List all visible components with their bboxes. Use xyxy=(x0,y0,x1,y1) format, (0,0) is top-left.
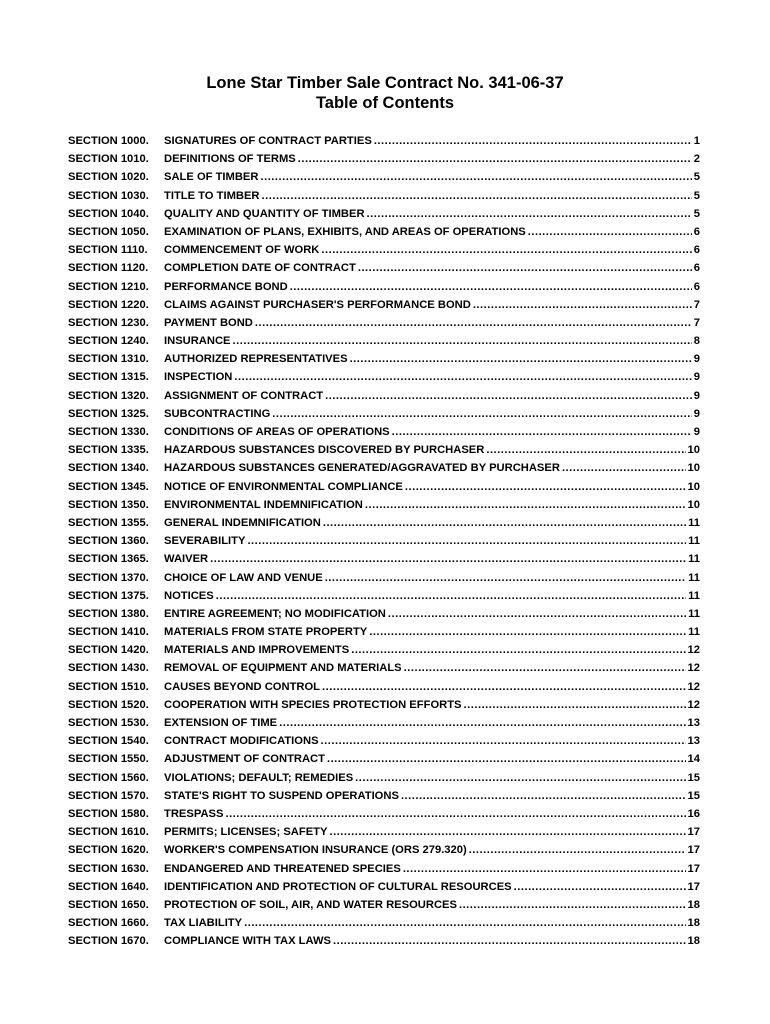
toc-page-number: 11 xyxy=(688,626,700,639)
toc-section-title: HAZARDOUS SUBSTANCES DISCOVERED BY PURCHASER xyxy=(164,444,485,457)
toc-section-title: PAYMENT BOND xyxy=(164,316,253,329)
toc-entry xyxy=(68,772,700,790)
toc-page-number: 9 xyxy=(693,389,700,402)
toc-section-title: COMMENCEMENT OF WORK xyxy=(164,244,320,257)
toc-section-number: SECTION 1020. xyxy=(68,171,149,184)
toc-section-title: REMOVAL OF EQUIPMENT AND MATERIALS xyxy=(164,662,402,675)
toc-section-title: MATERIALS AND IMPROVEMENTS xyxy=(164,644,350,657)
toc-section-title: EXAMINATION OF PLANS, EXHIBITS, AND AREAS OF OPERATIONS xyxy=(164,225,526,238)
toc-page-number: 12 xyxy=(687,662,700,675)
toc-entry xyxy=(68,626,700,644)
toc-entry xyxy=(68,826,700,844)
toc-section-title: VIOLATIONS; DEFAULT; REMEDIES xyxy=(164,771,354,784)
toc-entry xyxy=(68,935,700,953)
toc-section-number: SECTION 1670. xyxy=(68,935,149,948)
toc-section-title: ASSIGNMENT OF CONTRACT xyxy=(164,389,324,402)
toc-section-title: SUBCONTRACTING xyxy=(164,407,271,420)
toc-section-number: SECTION 1320. xyxy=(68,389,149,402)
toc-entry xyxy=(68,681,700,699)
toc-section-number: SECTION 1230. xyxy=(68,316,149,329)
toc-section-title: DEFINITIONS OF TERMS xyxy=(164,153,296,166)
toc-page-number: 11 xyxy=(688,589,700,602)
toc-page-number: 17 xyxy=(687,826,700,839)
toc-entry xyxy=(68,426,700,444)
table-of-contents xyxy=(68,135,700,953)
toc-entry xyxy=(68,135,700,153)
toc-section-title: NOTICES xyxy=(164,589,214,602)
toc-entry xyxy=(68,171,700,189)
toc-section-number: SECTION 1550. xyxy=(68,753,149,766)
toc-dot-leader xyxy=(367,208,692,220)
toc-page-number: 13 xyxy=(687,717,700,729)
toc-entry xyxy=(68,917,700,935)
toc-section-title: COMPLIANCE WITH TAX LAWS xyxy=(164,935,331,948)
toc-entry xyxy=(68,863,700,881)
toc-dot-leader xyxy=(401,790,686,802)
toc-page-number: 12 xyxy=(687,680,700,693)
toc-section-number: SECTION 1335. xyxy=(68,444,149,457)
toc-section-number: SECTION 1630. xyxy=(68,862,149,875)
toc-section-title: GENERAL INDEMNIFICATION xyxy=(164,516,321,529)
toc-page-number: 1 xyxy=(693,135,700,147)
toc-dot-leader xyxy=(405,481,686,493)
toc-dot-leader xyxy=(262,190,692,202)
toc-dot-leader xyxy=(486,444,685,456)
toc-dot-leader xyxy=(244,917,685,929)
toc-section-title: CONTRACT MODIFICATIONS xyxy=(164,735,319,748)
toc-entry xyxy=(68,208,700,226)
toc-section-title: TRESPASS xyxy=(164,807,224,820)
toc-section-title: NOTICE OF ENVIRONMENTAL COMPLIANCE xyxy=(164,480,403,493)
toc-entry xyxy=(68,808,700,826)
toc-dot-leader xyxy=(290,281,692,293)
toc-entry xyxy=(68,499,700,517)
toc-entry xyxy=(68,190,700,208)
toc-dot-leader xyxy=(333,935,686,947)
toc-section-number: SECTION 1540. xyxy=(68,735,149,748)
toc-section-title: PERFORMANCE BOND xyxy=(164,280,288,293)
toc-dot-leader xyxy=(351,644,685,656)
toc-dot-leader xyxy=(323,517,686,529)
toc-section-title: PERMITS; LICENSES; SAFETY xyxy=(164,826,328,839)
toc-dot-leader xyxy=(322,681,686,693)
toc-section-number: SECTION 1380. xyxy=(68,607,149,620)
toc-dot-leader xyxy=(469,844,686,856)
toc-section-title: EXTENSION OF TIME xyxy=(164,717,278,729)
toc-page-number: 11 xyxy=(688,571,700,584)
toc-section-title: HAZARDOUS SUBSTANCES GENERATED/AGGRAVATED BY PURCHASER xyxy=(164,462,560,475)
toc-section-number: SECTION 1330. xyxy=(68,426,149,438)
toc-dot-leader xyxy=(350,353,692,365)
toc-entry xyxy=(68,572,700,590)
toc-section-number: SECTION 1360. xyxy=(68,535,149,548)
document-title: Lone Star Timber Sale Contract No. 341-06-37 xyxy=(206,74,564,92)
toc-section-title: WAIVER xyxy=(164,553,209,566)
toc-section-title: MATERIALS FROM STATE PROPERTY xyxy=(164,626,368,639)
toc-section-number: SECTION 1000. xyxy=(68,135,149,147)
toc-page-number: 5 xyxy=(693,207,700,220)
toc-section-number: SECTION 1120. xyxy=(68,262,149,275)
toc-page-number: 11 xyxy=(688,516,700,529)
toc-section-number: SECTION 1420. xyxy=(68,644,149,657)
toc-section-number: SECTION 1355. xyxy=(68,516,149,529)
toc-dot-leader xyxy=(528,226,692,238)
toc-page-number: 12 xyxy=(687,698,700,711)
toc-section-title: SEVERABILITY xyxy=(164,535,246,548)
toc-dot-leader xyxy=(459,899,686,911)
toc-section-number: SECTION 1365. xyxy=(68,553,149,566)
toc-section-title: TAX LIABILITY xyxy=(164,917,243,930)
toc-page-number: 6 xyxy=(693,262,700,275)
toc-section-title: INSURANCE xyxy=(164,335,231,348)
toc-page-number: 6 xyxy=(693,225,700,238)
toc-page-number: 10 xyxy=(687,498,700,511)
toc-page-number: 14 xyxy=(687,753,700,766)
toc-dot-leader xyxy=(562,462,686,474)
toc-entry xyxy=(68,899,700,917)
toc-section-number: SECTION 1315. xyxy=(68,371,149,384)
toc-section-title: CONDITIONS OF AREAS OF OPERATIONS xyxy=(164,426,390,438)
toc-section-number: SECTION 1430. xyxy=(68,662,149,675)
toc-dot-leader xyxy=(329,826,685,838)
toc-page-number: 7 xyxy=(693,316,700,329)
toc-dot-leader xyxy=(325,572,686,584)
toc-section-title: STATE'S RIGHT TO SUSPEND OPERATIONS xyxy=(164,789,399,802)
toc-dot-leader xyxy=(216,590,686,602)
toc-page-number: 9 xyxy=(693,353,700,366)
toc-section-number: SECTION 1370. xyxy=(68,571,149,584)
toc-page-number: 9 xyxy=(693,426,700,438)
toc-section-number: SECTION 1210. xyxy=(68,280,149,293)
toc-page-number: 17 xyxy=(687,880,700,893)
toc-dot-leader xyxy=(321,244,691,256)
toc-dot-leader xyxy=(403,863,686,875)
toc-page-number: 17 xyxy=(687,844,700,857)
toc-dot-leader xyxy=(321,735,686,747)
toc-section-number: SECTION 1660. xyxy=(68,917,149,930)
toc-page-number: 9 xyxy=(693,407,700,420)
toc-dot-leader xyxy=(404,662,686,674)
toc-section-title: COMPLETION DATE OF CONTRACT xyxy=(164,262,356,275)
toc-entry xyxy=(68,371,700,389)
toc-section-number: SECTION 1570. xyxy=(68,789,149,802)
toc-entry xyxy=(68,881,700,899)
toc-dot-leader xyxy=(392,426,692,438)
toc-entry xyxy=(68,244,700,262)
toc-section-number: SECTION 1375. xyxy=(68,589,149,602)
toc-page-number: 9 xyxy=(693,371,700,384)
toc-dot-leader xyxy=(327,753,686,765)
toc-entry xyxy=(68,517,700,535)
toc-dot-leader xyxy=(255,317,692,329)
toc-section-number: SECTION 1340. xyxy=(68,462,149,475)
toc-dot-leader xyxy=(225,808,685,820)
toc-section-number: SECTION 1610. xyxy=(68,826,149,839)
toc-page-number: 6 xyxy=(693,244,700,257)
toc-section-title: TITLE TO TIMBER xyxy=(164,189,260,202)
toc-dot-leader xyxy=(234,371,691,383)
toc-section-number: SECTION 1310. xyxy=(68,353,149,366)
toc-entry xyxy=(68,462,700,480)
toc-page-number: 18 xyxy=(687,917,700,930)
toc-dot-leader xyxy=(325,390,692,402)
toc-section-number: SECTION 1350. xyxy=(68,498,149,511)
toc-entry xyxy=(68,335,700,353)
toc-entry xyxy=(68,753,700,771)
toc-section-number: SECTION 1580. xyxy=(68,807,149,820)
toc-entry xyxy=(68,481,700,499)
toc-dot-leader xyxy=(233,335,692,347)
toc-dot-leader xyxy=(358,262,692,274)
toc-page-number: 18 xyxy=(687,935,700,948)
toc-section-title: ENDANGERED AND THREATENED SPECIES xyxy=(164,862,401,875)
toc-entry xyxy=(68,353,700,371)
toc-section-title: ENTIRE AGREEMENT; NO MODIFICATION xyxy=(164,607,386,620)
toc-section-title: QUALITY AND QUANTITY OF TIMBER xyxy=(164,207,365,220)
toc-dot-leader xyxy=(369,626,686,638)
toc-page-number: 5 xyxy=(693,189,700,202)
toc-section-title: PROTECTION OF SOIL, AIR, AND WATER RESOURCES xyxy=(164,898,457,911)
toc-page-number: 8 xyxy=(693,335,700,348)
toc-section-number: SECTION 1220. xyxy=(68,298,149,311)
toc-dot-leader xyxy=(473,299,692,311)
toc-entry xyxy=(68,281,700,299)
toc-section-number: SECTION 1325. xyxy=(68,407,149,420)
toc-page-number: 16 xyxy=(687,807,700,820)
toc-section-title: AUTHORIZED REPRESENTATIVES xyxy=(164,353,348,366)
toc-section-number: SECTION 1410. xyxy=(68,626,149,639)
toc-entry xyxy=(68,553,700,571)
document-subtitle: Table of Contents xyxy=(315,94,455,112)
toc-entry xyxy=(68,699,700,717)
toc-page-number: 17 xyxy=(687,862,700,875)
toc-dot-leader xyxy=(247,535,686,547)
toc-section-title: IDENTIFICATION AND PROTECTION OF CULTURAL RESOURCES xyxy=(164,880,512,893)
toc-section-title: CAUSES BEYOND CONTROL xyxy=(164,680,321,693)
toc-entry xyxy=(68,408,700,426)
toc-section-number: SECTION 1240. xyxy=(68,335,149,348)
toc-page-number: 13 xyxy=(687,735,700,748)
toc-entry xyxy=(68,226,700,244)
toc-section-title: COOPERATION WITH SPECIES PROTECTION EFFORTS xyxy=(164,698,462,711)
toc-section-title: ENVIRONMENTAL INDEMNIFICATION xyxy=(164,498,363,511)
toc-section-number: SECTION 1050. xyxy=(68,225,149,238)
toc-entry xyxy=(68,444,700,462)
toc-section-number: SECTION 1345. xyxy=(68,480,149,493)
toc-page-number: 7 xyxy=(693,298,700,311)
toc-entry xyxy=(68,844,700,862)
toc-section-title: CLAIMS AGAINST PURCHASER'S PERFORMANCE BOND xyxy=(164,298,471,311)
toc-entry xyxy=(68,390,700,408)
toc-page-number: 10 xyxy=(687,480,700,493)
toc-section-number: SECTION 1040. xyxy=(68,207,149,220)
toc-entry xyxy=(68,262,700,280)
toc-page-number: 11 xyxy=(688,535,700,548)
toc-entry xyxy=(68,535,700,553)
toc-section-number: SECTION 1650. xyxy=(68,898,149,911)
toc-dot-leader xyxy=(374,135,692,147)
toc-page-number: 6 xyxy=(693,280,700,293)
toc-page-number: 15 xyxy=(687,789,700,802)
toc-entry xyxy=(68,662,700,680)
toc-page-number: 10 xyxy=(687,462,700,475)
toc-section-number: SECTION 1510. xyxy=(68,680,149,693)
toc-dot-leader xyxy=(355,772,685,784)
toc-page-number: 5 xyxy=(693,171,700,184)
toc-page-number: 2 xyxy=(693,153,700,166)
toc-dot-leader xyxy=(279,717,685,729)
toc-section-number: SECTION 1010. xyxy=(68,153,149,166)
toc-dot-leader xyxy=(514,881,686,893)
toc-entry xyxy=(68,590,700,608)
toc-page-number: 15 xyxy=(687,771,700,784)
toc-section-number: SECTION 1620. xyxy=(68,844,149,857)
toc-section-title: SIGNATURES OF CONTRACT PARTIES xyxy=(164,135,372,147)
toc-section-title: SALE OF TIMBER xyxy=(164,171,259,184)
toc-page-number: 11 xyxy=(688,553,700,566)
toc-entry xyxy=(68,790,700,808)
toc-section-number: SECTION 1110. xyxy=(68,244,148,257)
toc-section-title: INSPECTION xyxy=(164,371,233,384)
toc-page-number: 12 xyxy=(687,644,700,657)
toc-page-number: 18 xyxy=(687,898,700,911)
toc-section-number: SECTION 1520. xyxy=(68,698,149,711)
toc-entry xyxy=(68,644,700,662)
toc-entry xyxy=(68,608,700,626)
toc-section-title: ADJUSTMENT OF CONTRACT xyxy=(164,753,325,766)
toc-section-number: SECTION 1560. xyxy=(68,771,149,784)
toc-dot-leader xyxy=(464,699,686,711)
toc-section-title: CHOICE OF LAW AND VENUE xyxy=(164,571,323,584)
toc-entry xyxy=(68,317,700,335)
toc-section-number: SECTION 1530. xyxy=(68,717,149,729)
toc-page-number: 11 xyxy=(688,607,700,620)
toc-section-title: WORKER'S COMPENSATION INSURANCE (ORS 279.320) xyxy=(164,844,467,857)
toc-section-number: SECTION 1030. xyxy=(68,189,149,202)
toc-page-number: 10 xyxy=(687,444,700,457)
toc-dot-leader xyxy=(272,408,691,420)
toc-entry xyxy=(68,717,700,735)
toc-dot-leader xyxy=(210,553,686,565)
toc-dot-leader xyxy=(365,499,686,511)
toc-dot-leader xyxy=(388,608,686,620)
toc-section-number: SECTION 1640. xyxy=(68,880,149,893)
toc-entry xyxy=(68,153,700,171)
toc-dot-leader xyxy=(260,171,691,183)
toc-dot-leader xyxy=(298,153,692,165)
toc-entry xyxy=(68,735,700,753)
toc-entry xyxy=(68,299,700,317)
